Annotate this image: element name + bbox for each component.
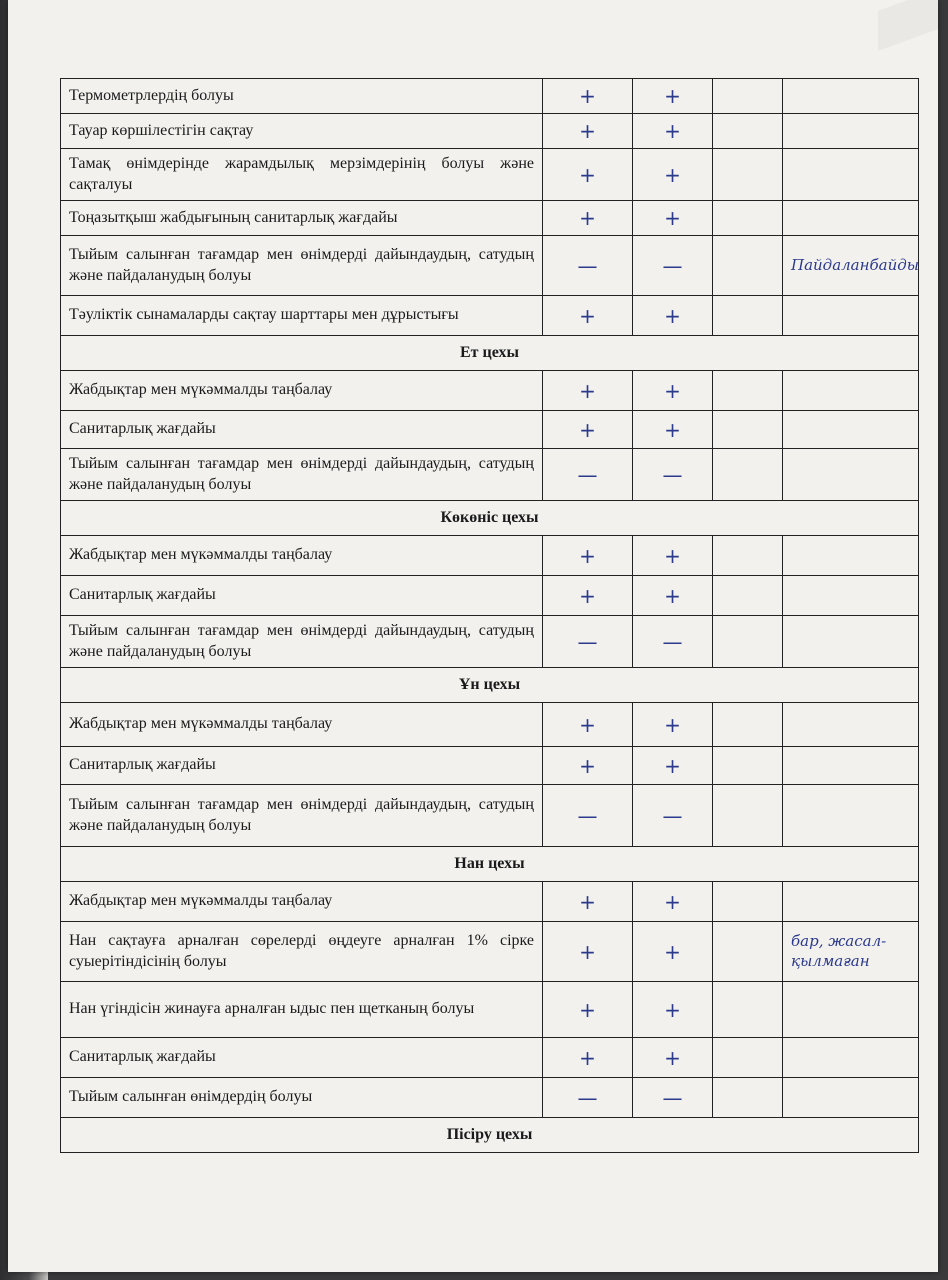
mark-column-2: + [633, 747, 713, 785]
mark-column-2: + [633, 882, 713, 922]
mark-column-1: + [543, 201, 633, 236]
mark-column-1: + [543, 371, 633, 411]
checklist-row [61, 371, 919, 411]
mark-column-1: + [543, 536, 633, 576]
mark-column-3 [713, 79, 783, 114]
criterion-text: Нан сақтауға арналған сөрелерді өңдеуге арналған 1% сірке суыерітіндісінің болуы [61, 922, 543, 982]
mark-column-2: + [633, 149, 713, 201]
checklist-row [61, 1078, 919, 1118]
mark-column-3 [713, 1038, 783, 1078]
criterion-text: Жабдықтар мен мүкәммалды таңбалау [61, 882, 543, 922]
mark-column-3 [713, 449, 783, 501]
inspection-checklist-table [60, 78, 919, 1153]
mark-column-1: + [543, 576, 633, 616]
mark-column-2: + [633, 296, 713, 336]
handwritten-note [783, 616, 919, 668]
checklist-body [61, 79, 919, 1153]
checklist-row [61, 411, 919, 449]
checklist-row [61, 703, 919, 747]
handwritten-note [783, 449, 919, 501]
criterion-text: Тоңазытқыш жабдығының санитарлық жағдайы [61, 201, 543, 236]
checklist-row [61, 114, 919, 149]
next-page-corner [878, 0, 938, 51]
section-title: Ет цехы [61, 336, 919, 371]
section-title: Ұн цехы [61, 668, 919, 703]
section-header-row [61, 501, 919, 536]
handwritten-note: бар, жасал-қылмаған [783, 922, 919, 982]
mark-column-2: + [633, 371, 713, 411]
checklist-row [61, 747, 919, 785]
checklist-row [61, 922, 919, 982]
mark-column-2: + [633, 576, 713, 616]
criterion-text: Тыйым салынған тағамдар мен өнімдерді дайындаудың, сатудың және пайдаланудың болуы [61, 449, 543, 501]
mark-column-3 [713, 296, 783, 336]
mark-column-2: — [633, 616, 713, 668]
mark-column-3 [713, 149, 783, 201]
section-title: Көкөніс цехы [61, 501, 919, 536]
criterion-text: Тыйым салынған тағамдар мен өнімдерді дайындаудың, сатудың және пайдаланудың болуы [61, 236, 543, 296]
checklist-row [61, 201, 919, 236]
mark-column-1: — [543, 616, 633, 668]
mark-column-1: + [543, 114, 633, 149]
mark-column-2: + [633, 79, 713, 114]
mark-column-3 [713, 201, 783, 236]
checklist-row [61, 616, 919, 668]
mark-column-2: + [633, 982, 713, 1038]
mark-column-2: — [633, 236, 713, 296]
mark-column-1: + [543, 149, 633, 201]
handwritten-note [783, 1038, 919, 1078]
section-title: Пісіру цехы [61, 1118, 919, 1153]
checklist-row [61, 296, 919, 336]
criterion-text: Санитарлық жағдайы [61, 576, 543, 616]
mark-column-1: + [543, 747, 633, 785]
mark-column-1: + [543, 703, 633, 747]
mark-column-2: + [633, 703, 713, 747]
criterion-text: Тыйым салынған өнімдердің болуы [61, 1078, 543, 1118]
mark-column-2: + [633, 922, 713, 982]
mark-column-2: — [633, 1078, 713, 1118]
mark-column-1: — [543, 785, 633, 847]
mark-column-3 [713, 922, 783, 982]
checklist-row [61, 79, 919, 114]
handwritten-note [783, 576, 919, 616]
checklist-row [61, 236, 919, 296]
mark-column-3 [713, 747, 783, 785]
mark-column-3 [713, 411, 783, 449]
mark-column-3 [713, 1078, 783, 1118]
mark-column-3 [713, 536, 783, 576]
checklist-row [61, 576, 919, 616]
section-header-row [61, 668, 919, 703]
criterion-text: Термометрлердің болуы [61, 79, 543, 114]
mark-column-2: + [633, 201, 713, 236]
criterion-text: Жабдықтар мен мүкәммалды таңбалау [61, 371, 543, 411]
checklist-row [61, 882, 919, 922]
mark-column-2: + [633, 536, 713, 576]
handwritten-note [783, 747, 919, 785]
handwritten-note [783, 371, 919, 411]
checklist-row [61, 149, 919, 201]
handwritten-note [783, 703, 919, 747]
handwritten-note: Пайдаланбайды [783, 236, 919, 296]
mark-column-1: — [543, 236, 633, 296]
handwritten-note [783, 149, 919, 201]
handwritten-note [783, 201, 919, 236]
checklist-row [61, 982, 919, 1038]
handwritten-note [783, 785, 919, 847]
mark-column-3 [713, 785, 783, 847]
handwritten-note [783, 1078, 919, 1118]
section-header-row [61, 1118, 919, 1153]
mark-column-3 [713, 616, 783, 668]
mark-column-1: + [543, 982, 633, 1038]
mark-column-1: + [543, 882, 633, 922]
criterion-text: Тыйым салынған тағамдар мен өнімдерді дайындаудың, сатудың және пайдаланудың болуы [61, 616, 543, 668]
mark-column-3 [713, 236, 783, 296]
mark-column-3 [713, 882, 783, 922]
checklist-row [61, 536, 919, 576]
mark-column-3 [713, 982, 783, 1038]
mark-column-2: + [633, 1038, 713, 1078]
checklist-row [61, 1038, 919, 1078]
mark-column-1: + [543, 1038, 633, 1078]
mark-column-2: — [633, 785, 713, 847]
handwritten-note [783, 982, 919, 1038]
mark-column-3 [713, 703, 783, 747]
checklist-row [61, 449, 919, 501]
criterion-text: Тыйым салынған тағамдар мен өнімдерді дайындаудың, сатудың және пайдаланудың болуы [61, 785, 543, 847]
section-title: Нан цехы [61, 847, 919, 882]
mark-column-1: + [543, 79, 633, 114]
criterion-text: Санитарлық жағдайы [61, 411, 543, 449]
criterion-text: Жабдықтар мен мүкәммалды таңбалау [61, 536, 543, 576]
mark-column-1: + [543, 296, 633, 336]
handwritten-note [783, 79, 919, 114]
handwritten-note [783, 296, 919, 336]
criterion-text: Тауар көршілестігін сақтау [61, 114, 543, 149]
mark-column-2: + [633, 411, 713, 449]
criterion-text: Санитарлық жағдайы [61, 1038, 543, 1078]
handwritten-note [783, 882, 919, 922]
criterion-text: Тамақ өнімдерінде жарамдылық мерзімдерінің болуы және сақталуы [61, 149, 543, 201]
criterion-text: Жабдықтар мен мүкәммалды таңбалау [61, 703, 543, 747]
mark-column-1: + [543, 411, 633, 449]
criterion-text: Тәуліктік сынамаларды сақтау шарттары мен дұрыстығы [61, 296, 543, 336]
criterion-text: Нан үгіндісін жинауға арналған ыдыс пен щетканың болуы [61, 982, 543, 1038]
handwritten-note [783, 536, 919, 576]
mark-column-1: + [543, 922, 633, 982]
section-header-row [61, 336, 919, 371]
mark-column-3 [713, 114, 783, 149]
handwritten-note [783, 114, 919, 149]
mark-column-3 [713, 371, 783, 411]
criterion-text: Санитарлық жағдайы [61, 747, 543, 785]
mark-column-2: — [633, 449, 713, 501]
mark-column-1: — [543, 449, 633, 501]
mark-column-3 [713, 576, 783, 616]
section-header-row [61, 847, 919, 882]
handwritten-note [783, 411, 919, 449]
mark-column-2: + [633, 114, 713, 149]
mark-column-1: — [543, 1078, 633, 1118]
checklist-row [61, 785, 919, 847]
